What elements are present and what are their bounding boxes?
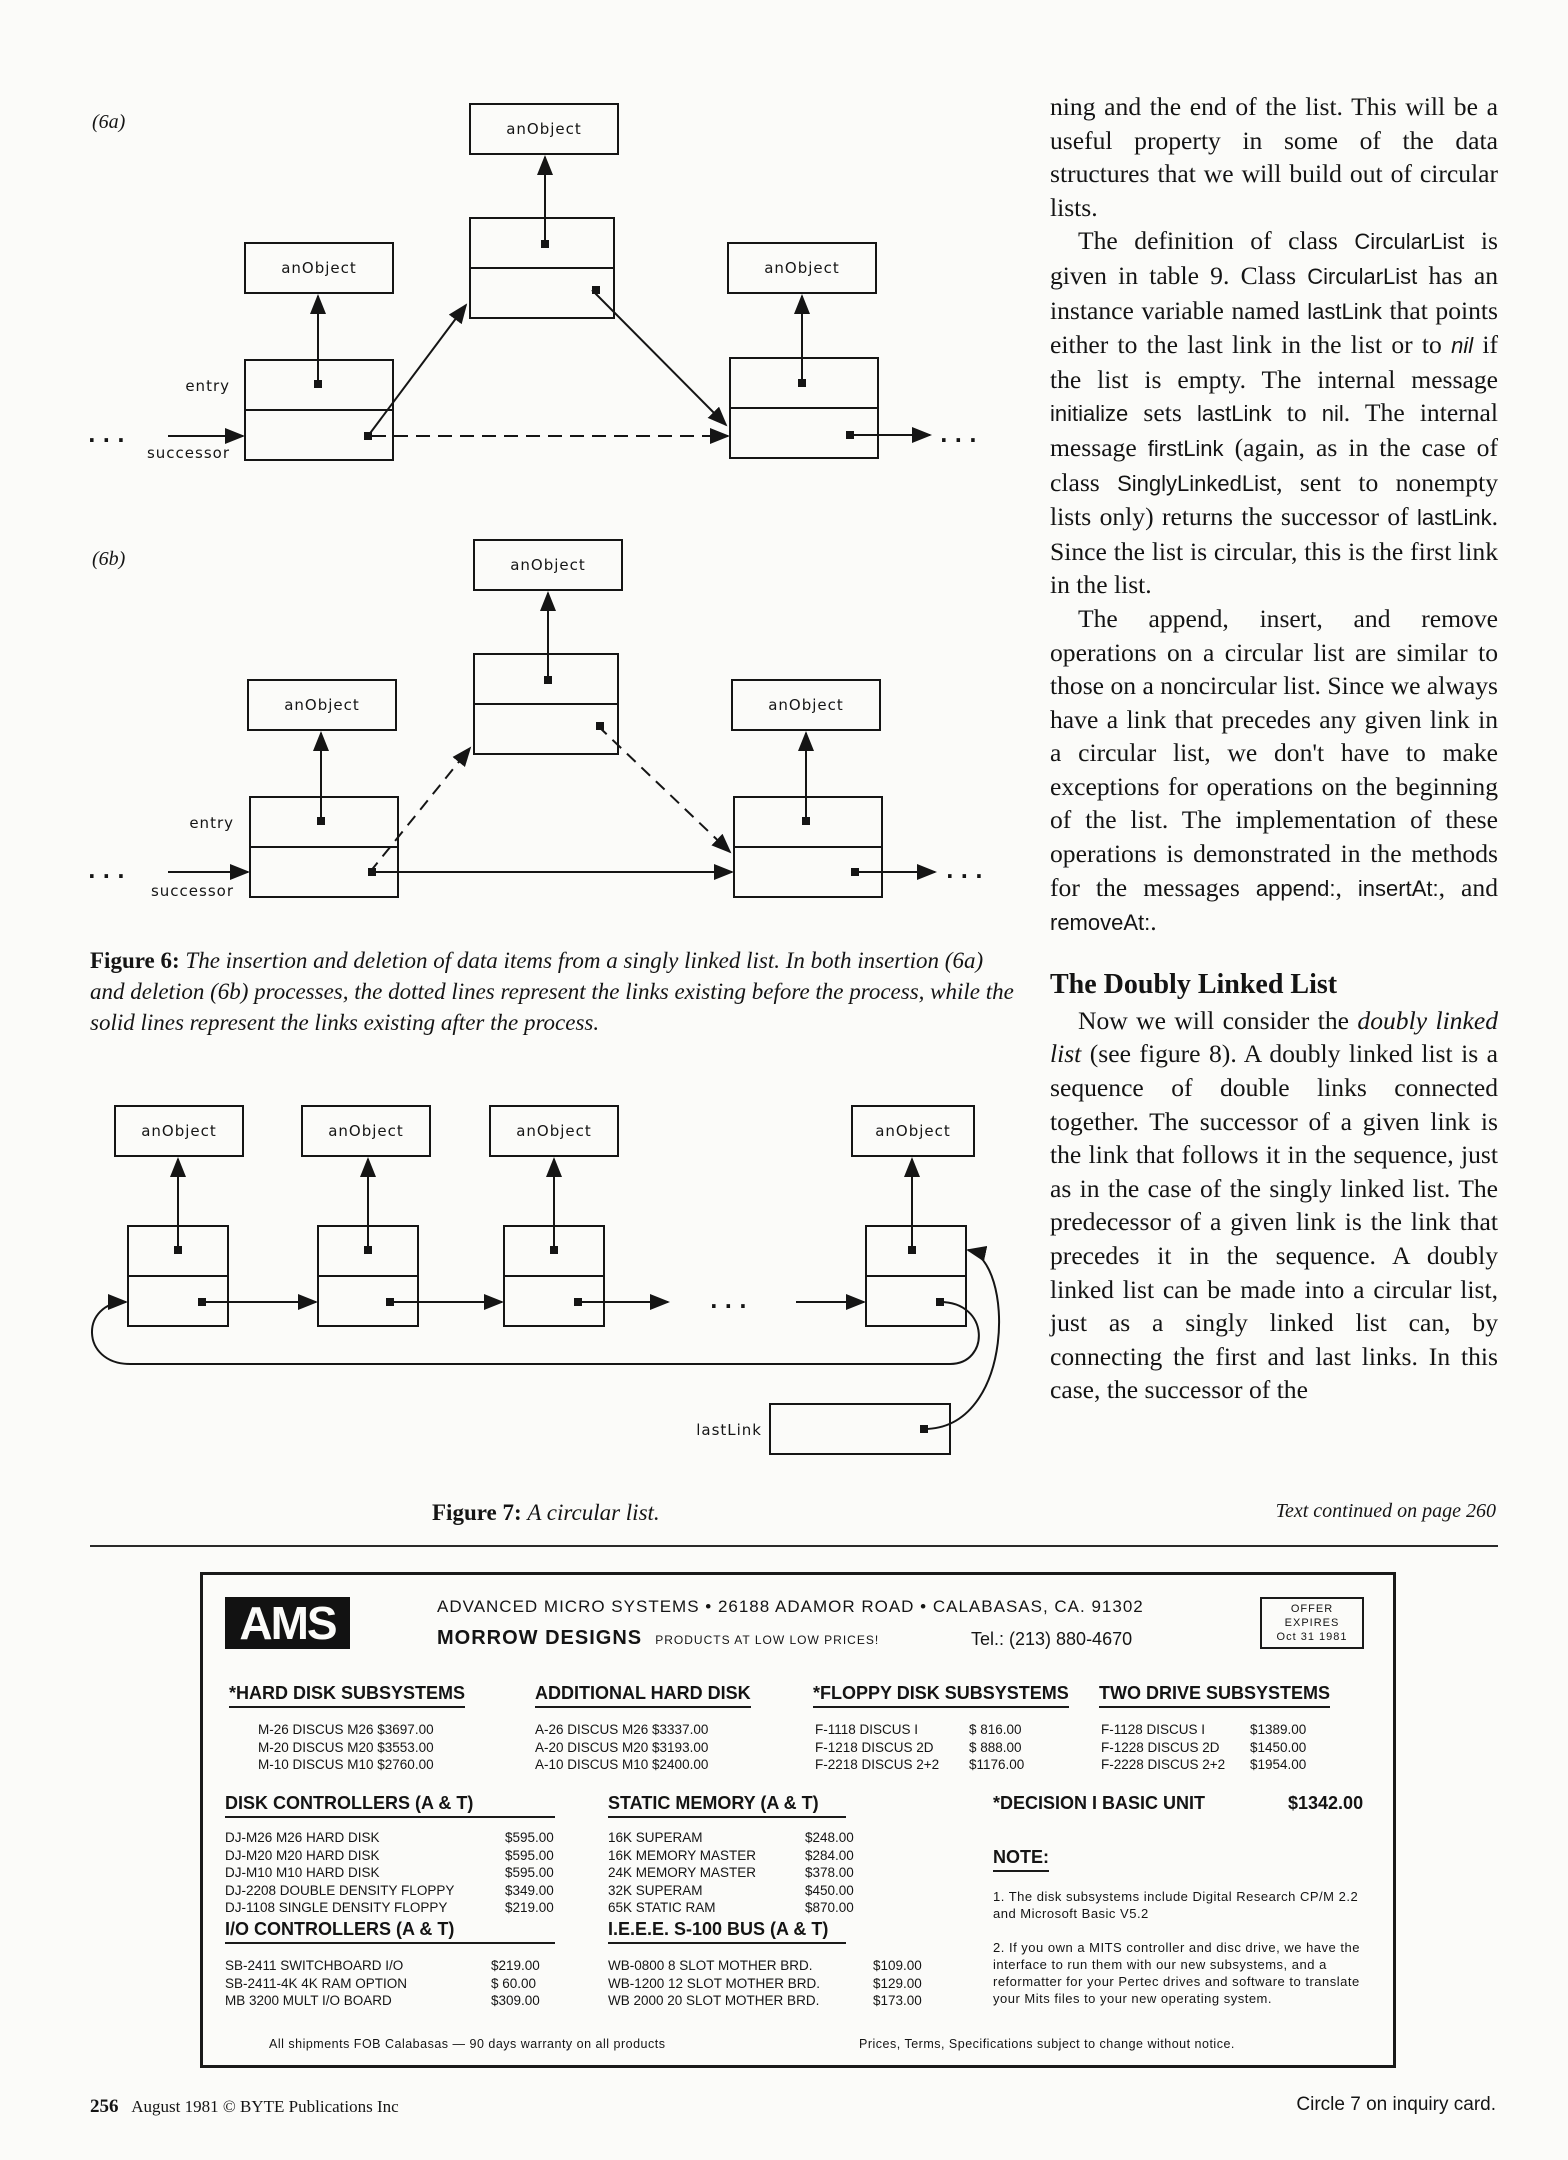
divider bbox=[90, 1545, 1498, 1547]
page-footer bbox=[90, 2096, 399, 2118]
telephone: Tel.: (213) 880-4670 bbox=[971, 1629, 1133, 1649]
product-list: WB-0800 8 SLOT MOTHER BRD. WB-1200 12 SLOT MOTHER BRD. WB 2000 20 SLOT MOTHER BRD. bbox=[608, 1958, 821, 2008]
section-title: STATIC MEMORY (A & T) bbox=[608, 1793, 846, 1818]
ellipsis: . . . bbox=[940, 423, 977, 447]
successor-label: successor bbox=[146, 444, 230, 462]
price-list: $109.00 $129.00 $173.00 bbox=[873, 1958, 922, 2008]
issue-line: August 1981 © BYTE Publications Inc bbox=[131, 2097, 399, 2116]
node-label: anObject bbox=[284, 696, 360, 714]
product-list: F-1118 DISCUS I F-1218 DISCUS 2D F-2218 DISCUS 2+2 bbox=[815, 1722, 940, 1772]
continued-note: Text continued on page 260 bbox=[1275, 1500, 1496, 1522]
product-list: SB-2411 SWITCHBOARD I/O SB-2411-4K 4K RAM OPTION MB 3200 MULT I/O BOARD bbox=[225, 1958, 408, 2008]
shipping-note: All shipments FOB Calabasas — 90 days warranty on all products bbox=[269, 2037, 666, 2051]
paragraph: The definition of class CircularList is given in table 9. Class CircularList has an instance variable named lastLink that points either to the last link in the list or to nil if the list is empty. The internal message initialize sets lastLink to nil. The internal message firstLink (again, as in the case of class SinglyLinkedList, sent to nonempty lists only) returns the successor of lastLink. Since the list is circular, this is the first link in the list. bbox=[1050, 226, 1499, 600]
product-list: DJ-M26 M26 HARD DISK DJ-M20 M20 HARD DISK DJ-M10 M10 HARD DISK DJ-2208 DOUBLE DENSITY FLOPPY DJ-1108 SINGLE DENSITY FLOPPY bbox=[225, 1830, 455, 1915]
section-heading: The Doubly Linked List bbox=[1050, 968, 1338, 1000]
note-2: 2. If you own a MITS controller and disc drive, we have the interface to run them with our new subsystems, and a reformatter for your Pertec drives and software to translate your Mits files to your new operating system. bbox=[993, 1940, 1360, 2006]
caption-text: The insertion and deletion of data items from a singly linked list. In both insertion (6a) and deletion (6b) processes, the dotted lines represent the links existing before the process, while the solid lines represent the links existing after the process. bbox=[90, 948, 1014, 1035]
inquiry-note: Circle 7 on inquiry card. bbox=[1296, 2094, 1496, 2115]
price-list: $248.00 $284.00 $378.00 $450.00 $870.00 bbox=[805, 1830, 854, 1915]
paragraph: The append, insert, and remove operations on a circular list are similar to those on a noncircular list. Since we always have a link that precedes any given link in a circular list, we don't have to make exceptions for operations on the beginning of the list. The implementation of these operations is demonstrated in the methods for the messages append:, insertAt:, and removeAt:. bbox=[1050, 603, 1498, 937]
note-title: NOTE: bbox=[993, 1847, 1049, 1872]
section-title: I/O CONTROLLERS (A & T) bbox=[225, 1919, 555, 1944]
fig-6a-label: (6a) bbox=[92, 111, 126, 133]
successor-label: successor bbox=[150, 882, 234, 900]
product-list: F-1128 DISCUS I F-1228 DISCUS 2D F-2228 DISCUS 2+2 bbox=[1101, 1722, 1226, 1772]
node-label: anObject bbox=[516, 1122, 592, 1140]
offer-expires: OFFER EXPIRES Oct 31 1981 bbox=[1260, 1597, 1364, 1649]
product-list: A-26 DISCUS M26 $3337.00 A-20 DISCUS M20 $3193.00 A-10 DISCUS M10 $2400.00 bbox=[535, 1722, 709, 1772]
price-list: $219.00 $ 60.00 $309.00 bbox=[491, 1958, 540, 2008]
node-label: anObject bbox=[510, 556, 586, 574]
entry-label: entry bbox=[185, 377, 230, 395]
ellipsis: . . . bbox=[710, 1289, 747, 1313]
figure-7-caption bbox=[432, 1497, 660, 1528]
section-title: ADDITIONAL HARD DISK bbox=[535, 1683, 751, 1708]
section-title: *FLOPPY DISK SUBSYSTEMS bbox=[813, 1683, 1069, 1708]
price-list: $595.00 $595.00 $595.00 $349.00 $219.00 bbox=[505, 1830, 554, 1915]
fig-6b-label: (6b) bbox=[92, 548, 126, 570]
paragraph: Now we will consider the doubly linked list (see figure 8). A doubly linked list is a sequence of double links connected together. The successor of a given link is the link that follows it in the sequence, just as in the case of the singly linked list. The predecessor of a given link is the link that precedes it in the sequence. A doubly linked list can be made into a circular list, just as a singly linked list can, by connecting the first and last links. In this case, the successor of the bbox=[1050, 1005, 1499, 1405]
lastlink-label: lastLink bbox=[696, 1421, 762, 1439]
company-address: ADVANCED MICRO SYSTEMS • 26188 ADAMOR ROAD • CALABASAS, CA. 91302 bbox=[437, 1597, 1144, 1616]
ams-logo: AMS bbox=[225, 1597, 350, 1649]
decision-price: $1342.00 bbox=[1288, 1793, 1364, 1813]
caption-number: Figure 6: bbox=[90, 948, 180, 973]
product-list: M-26 DISCUS M26 $3697.00 M-20 DISCUS M20 $3553.00 M-10 DISCUS M10 $2760.00 bbox=[258, 1722, 434, 1772]
node-label: anObject bbox=[141, 1122, 217, 1140]
node-label: anObject bbox=[281, 259, 357, 277]
ellipsis: . . . bbox=[88, 423, 125, 447]
node-label: anObject bbox=[506, 120, 582, 138]
note-1: 1. The disk subsystems include Digital Research CP/M 2.2 and Microsoft Basic V5.2 bbox=[993, 1889, 1359, 1921]
terms-note: Prices, Terms, Specifications subject to change without notice. bbox=[859, 2037, 1235, 2051]
section-title: DISK CONTROLLERS (A & T) bbox=[225, 1793, 555, 1818]
section-title: TWO DRIVE SUBSYSTEMS bbox=[1099, 1683, 1330, 1708]
figure-6-diagram bbox=[0, 0, 1040, 900]
ellipsis: . . . bbox=[88, 859, 125, 883]
article-column bbox=[1050, 90, 1498, 1407]
price-list: $1389.00 $1450.00 $1954.00 bbox=[1250, 1722, 1307, 1772]
product-list: 16K SUPERAM 16K MEMORY MASTER 24K MEMORY MASTER 32K SUPERAM 65K STATIC RAM bbox=[608, 1830, 757, 1915]
section-title: I.E.E.E. S-100 BUS (A & T) bbox=[608, 1919, 846, 1944]
figure-6-caption bbox=[90, 945, 1020, 1038]
caption-number: Figure 7: bbox=[432, 1500, 522, 1525]
price-list: $ 816.00 $ 888.00 $1176.00 bbox=[969, 1722, 1025, 1772]
page-number: 256 bbox=[90, 2096, 119, 2117]
node-label: anObject bbox=[328, 1122, 404, 1140]
ellipsis: . . . bbox=[946, 859, 983, 883]
entry-label: entry bbox=[189, 814, 234, 832]
section-title: *DECISION I BASIC UNIT bbox=[993, 1793, 1206, 1813]
node-label: anObject bbox=[875, 1122, 951, 1140]
section-title: *HARD DISK SUBSYSTEMS bbox=[229, 1683, 465, 1708]
morrow-designs: MORROW DESIGNS PRODUCTS AT LOW LOW PRICES! bbox=[437, 1627, 880, 1649]
node-label: anObject bbox=[764, 259, 840, 277]
node-label: anObject bbox=[768, 696, 844, 714]
paragraph: ning and the end of the list. This will be a useful property in some of the data structures that we will build out of circular lists. bbox=[1050, 92, 1498, 222]
figure-7-diagram bbox=[0, 1080, 1040, 1520]
ams-advertisement bbox=[200, 1572, 1396, 2068]
caption-text: A circular list. bbox=[527, 1500, 660, 1525]
